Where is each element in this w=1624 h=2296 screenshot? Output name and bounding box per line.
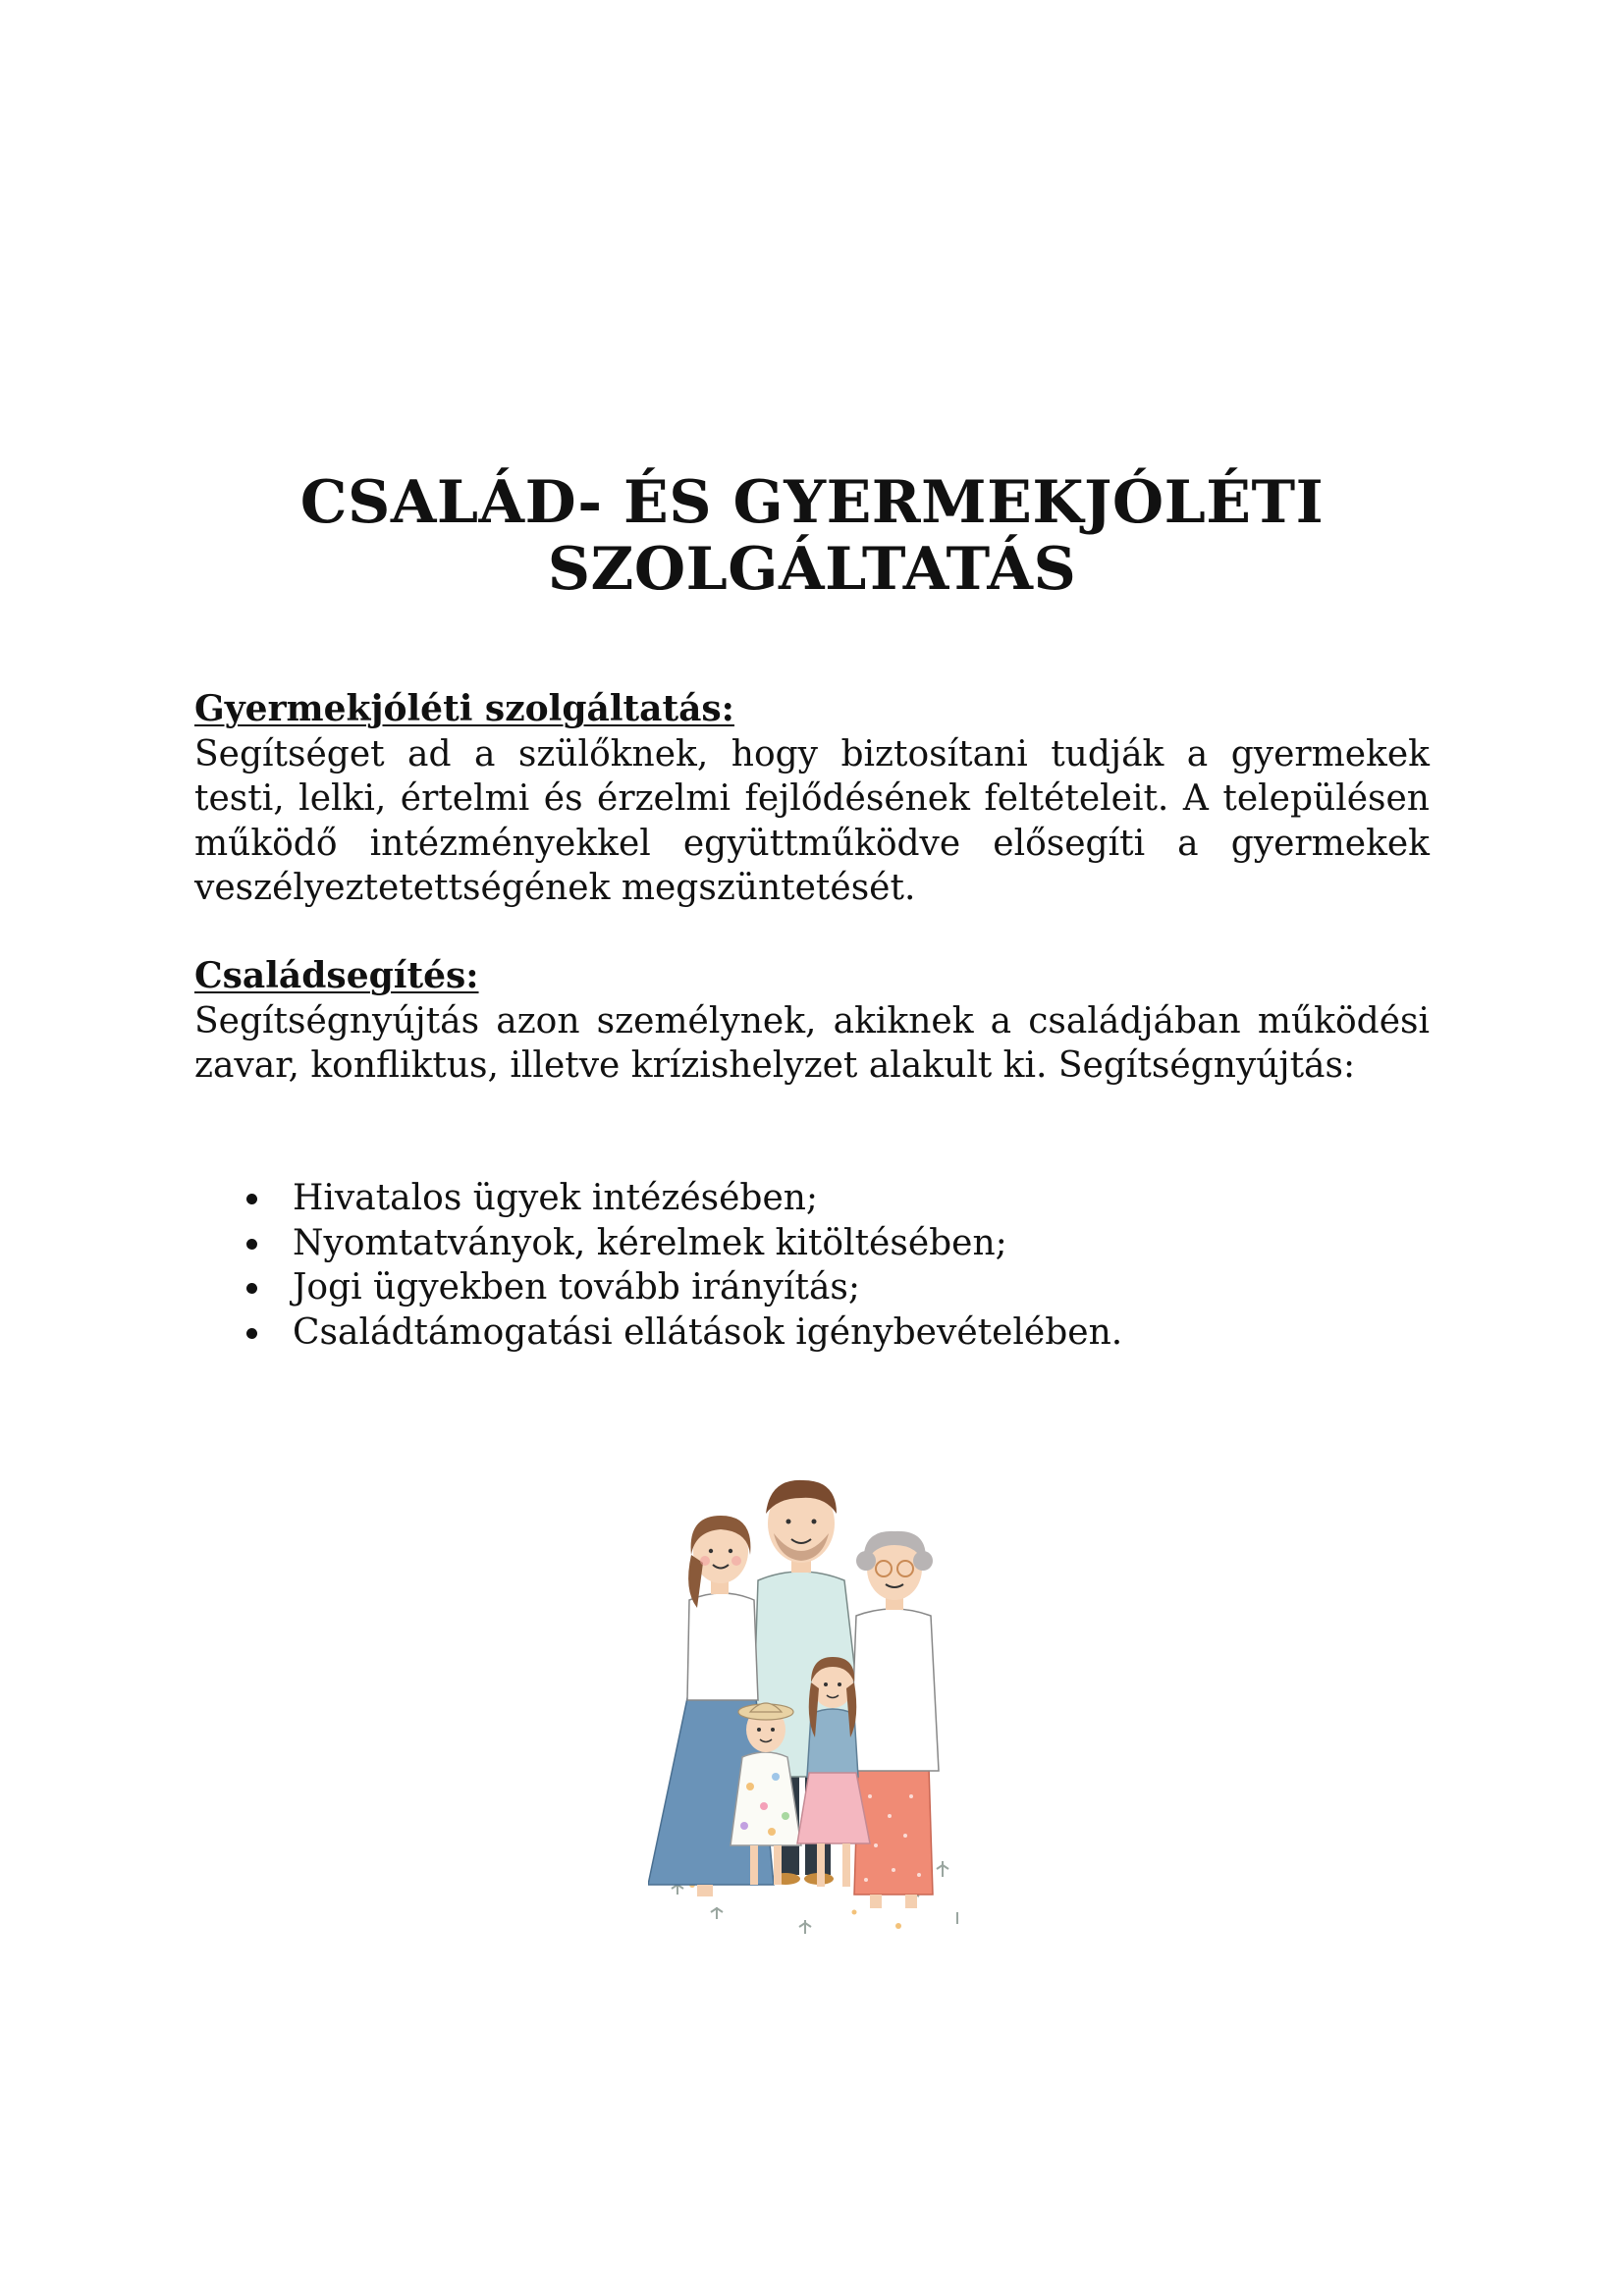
- section-gyermekjoleti: [194, 687, 1430, 911]
- family-illustration: [648, 1472, 982, 1953]
- section-heading: Gyermekjóléti szolgáltatás:: [194, 688, 734, 729]
- list-item: Jogi ügyekben tovább irányítás;: [194, 1265, 1373, 1310]
- list-item: Családtámogatási ellátások igénybevételében.: [194, 1310, 1373, 1356]
- bullet-icon: [246, 1239, 257, 1250]
- list-item: Nyomtatványok, kérelmek kitöltésében;: [194, 1221, 1373, 1266]
- section-body: Segítségnyújtás azon személynek, akiknek a családjában működési zavar, konfliktus, illetve krízishelyzet alakult ki. Segítségnyújtás:: [194, 1000, 1430, 1086]
- section-body: Segítséget ad a szülőknek, hogy biztosítani tudják a gyermekek testi, lelki, értelmi és érzelmi fejlődésének feltételeit. A településen működő intézményekkel együttműködve elősegíti a gyermekek veszélyeztetettségének megszüntetését.: [194, 733, 1430, 908]
- help-list: [194, 1176, 1373, 1355]
- bullet-icon: [246, 1194, 257, 1204]
- bullet-icon: [246, 1283, 257, 1294]
- grandmother-figure: [850, 1531, 939, 1908]
- bullet-icon: [246, 1328, 257, 1339]
- list-item: Hivatalos ügyek intézésében;: [194, 1176, 1373, 1221]
- page-title: [147, 469, 1477, 603]
- title-line-2: SZOLGÁLTATÁS: [547, 535, 1077, 604]
- section-heading: Családsegítés:: [194, 955, 479, 996]
- section-csaladsegites: [194, 954, 1430, 1089]
- title-line-1: CSALÁD- ÉS GYERMEKJÓLÉTI: [299, 468, 1325, 537]
